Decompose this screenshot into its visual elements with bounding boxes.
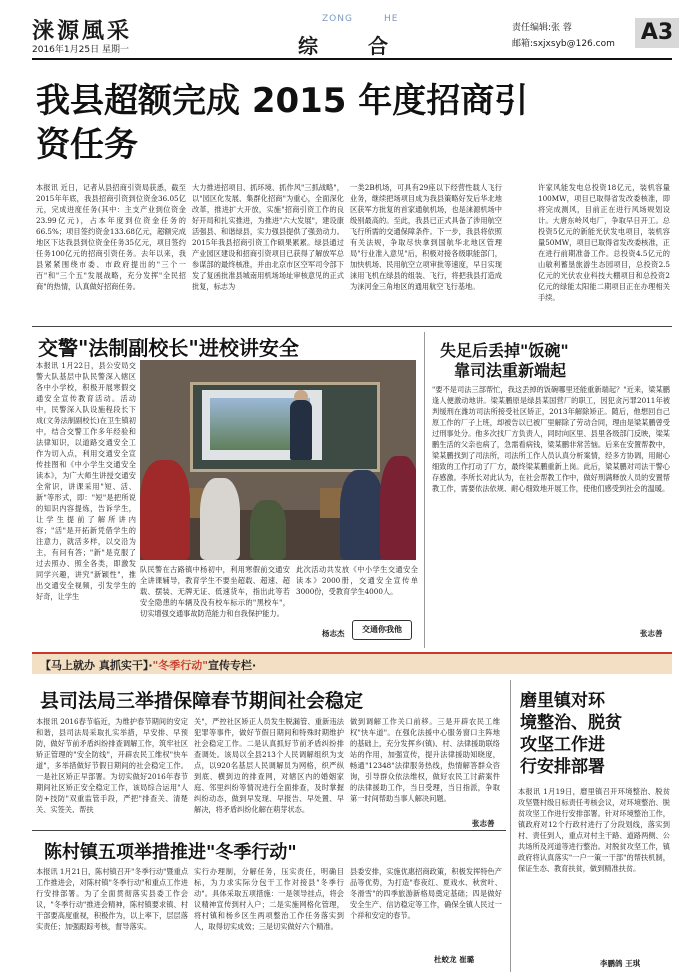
court-col-2: 关"，严控社区矫正人员发生脱漏管、重新违法犯罪等事件，做好节假日期间和特殊时期维护社会稳定工作。二是认真抓好节前矛盾纠纷排查调处。该局以全县213个人民调解组织为支点，以920名基层人民调解员为网格，织严纵到底、横到边的排查网，对辖区内的婚姻家庭、邻里纠纷等情况进行全面排查，及时掌握纠纷动态，做到早发现、早报告、早处置、早解决，将矛盾纠纷化解在萌芽状态。 — [194, 717, 344, 814]
newspaper-brand: 涞源風采 — [32, 18, 133, 44]
campaign-topic: "冬季行动" — [152, 659, 208, 672]
police-col-1: 本报讯 1月22日，县公安局交警大队基层中队民警深入辖区各中小学校，积极开展寒假交通安全宣传教育活动。活动中，民警深入队设施程段长下成(文务法制副校长)在卫生镇初中，结合交警工作多年经验和法律知识，以道路交通安全工作为切入点，利用交通安全宣传挂图和《中小学生交通安全读本》，为广大师生讲授交通安全常识，讲课采用"短、活、新"等形式，即："短"是把所说的知识内容提炼，告诉学生，让学生提前了解所讲内容；"活"是开拓新凭借学生的注意力，就活多样，以交沿为主，有问有答；"新"是克服了过去照办、照全各类，即激发同学兴趣，讲究"新颖性"，推出交通安全视频，引发学生的好奇，让学生 — [36, 361, 136, 601]
student-figure — [200, 478, 240, 560]
classroom-photo — [140, 360, 416, 560]
campaign-banner — [32, 652, 672, 674]
page-number-badge: A3 — [635, 18, 679, 48]
lead-col-4: 许家风能发电总投资18亿元，装机容量100MW，项目已取得省发改委核准，即将完成测风，目前正在进行风场规划设计。大唐东岭风电厂，争取早日开工。总投资5亿元的新能光伏发电项目，装机容量50MW，项目已取得省发改委核准，正在进行前期准备工作。总投资4.5亿元的山敏利蓄垦旅游生态园项目，总投资2.5亿元的光伏农业科技大棚项目和总投资2亿元的绿能太阳能二期项目正在办理相关手续。 — [538, 183, 670, 302]
rice-headline-line1: 失足后丢掉"饭碗" — [440, 341, 569, 360]
column-divider — [510, 680, 511, 972]
lead-col-2: 大力推进招项目、抓环境、抓作风"三抓战略"，以"园区化发展、集群化招商"为重心，全面深化改革，推进扩大开放，实施"招商引资工作的良好开局和扎实推进，为推进"六大发展"，建设康活强县、和谐绿县，实力强县提供了强劲动力。2015年我县招商引资工作硕果累累。绿县通过产业园区建设和招商引资项目已获得了解放军总参谋部的最终核准，并由北京市区空军司令部下发了复函批准县城南用机场场址审核意见的正式批复，标志为 — [192, 183, 344, 291]
villages-col-3: 县委安排，实施优惠招商政策，积极发挥特色产品等优势，为打造"春夜红、夏戏水、秋赏叶、冬滑雪"的四季旅游新格局奠定基础；四是做好安全生产、信访稳定等工作，确保全镇人民过一个祥和安定的春节。 — [350, 867, 502, 920]
villages-col-1: 本报讯 1月21日，陈村镇召开"冬季行动"暨重点工作推进会，对陈村镇"冬季行动"和重点工作进行安排部署。为了全面贯彻落实县委工作会议，"冬季行动"推进会精神，陈村镇要求镇、村干部要高度重视，积极作为，以上率下，层层落实责任；加强跟踪考核，督导落实。 — [36, 867, 188, 931]
moli-headline-line3: 攻坚工作进 — [520, 735, 605, 755]
rice-headline-line2: 靠司法重新端起 — [454, 361, 567, 380]
moli-author: 李鹏鸽 王琪 — [600, 959, 641, 968]
section-name-right: 合 — [368, 34, 388, 58]
editor-credit: 责任编辑:张 蓉 — [512, 23, 572, 33]
campaign-banner-text — [40, 657, 256, 673]
traffic-stamp: 交通你我他 — [352, 620, 412, 640]
court-col-1: 本报讯 2016春节临近，为维护春节期间的安定和谐，县司法局采取扎实举措，早安排、早预防，做好节前矛盾纠纷排查调解工作，筑牢社区矫正管理的"安全防线"，开辟农民工维权"快车道"，多举措做好节假日期间的社会稳定工作。一是社区矫正早部署。为切实做好2016年春节期间社区矫正安全稳定工作，该局综合运用"人防+技防"双重监管手段，严把"排查关、清楚关、实签关、帮扶 — [36, 717, 188, 814]
student-figure — [380, 456, 416, 560]
court-author: 张志善 — [472, 819, 495, 828]
student-figure — [250, 500, 286, 560]
campaign-prefix: 【马上就办 真抓实干】· — [40, 659, 153, 672]
lead-bottom-rule — [32, 326, 672, 327]
lead-col-3: 一类2B机场，可具有29座以下经营性载人飞行业务，继续把场项目成为我县策略好发后华北地区获军方批复的首家通航机场，也是涞源机场中级别最高的。至此，我县已正式具备了涉用航空飞行所需的交通保障条件。下一步，我县将依照有关法规，争取尽快拿到国航华北地区管理局"行业准入意见"后，积极对接各级职能部门，加快机场、民用航空立项审批等速度，早日实现涞用飞机在绿县的组装、飞行，将把我县打造成为涞河金三角地区的通用航空飞行基地。 — [350, 183, 502, 291]
villages-col-2: 实行办理制，分解任务，压实责任，明确目标，为力求实际分包干工作对接县"冬季行动"。具体采取五项措施：一是领导挂点，将会议精神宣传到村入户；二是实施网格化管理，将村镇和杨乡区生两项整治工作任务落实到人，取得切实成效；三是切实做好六个精准。 — [194, 867, 344, 931]
campaign-suffix: 宣传专栏· — [207, 659, 257, 672]
editor-email: 邮箱:sxjxsyb@126.com — [512, 39, 615, 49]
court-headline: 县司法局三举措保障春节期间社会稳定 — [40, 690, 364, 712]
section-pinyin-left: ZONG — [322, 14, 353, 24]
rice-author: 张志善 — [640, 629, 663, 638]
column-divider — [424, 332, 425, 648]
police-author: 杨志杰 — [322, 629, 345, 638]
court-col-3: 做到调解工作关口前移。三是开辟农民工维权"快车道"。在强化法援中心服务窗口主阵地的基础上，充分发挥乡(镇)、村、法律援助联络站的作用，加强宣传，提升法律援助知晓度，畅通"12348"法律服务热线，热情解答群众咨询，引导群众依法维权，做好农民工讨薪案件的法律援助工作，当日受理，当日指派，争取第一时间帮助当事人解决问题。 — [350, 717, 500, 803]
moli-headline-line4: 行安排部署 — [520, 757, 605, 777]
student-figure — [340, 470, 384, 560]
section-name-left: 综 — [298, 34, 318, 58]
lead-headline-line1: 我县超额完成 2015 年度招商引 — [36, 81, 529, 121]
lead-col-1: 本报讯 近日，记者从县招商引资局获悉，截至2015年年底，我县招商引资到位资金36.05亿元，完成进度任务(其中：主支产业到位资金23.99亿元)，占本年度到位资金任务的66.5%；项目签约资金133.68亿元，超额完成地区下达我县到位资金任务35亿元，项目签约任务100亿元的招商引资任务。去年以来，我县紧紧围绕市委、市政府提出的"三个一百"和"三个五"发展战略，充分发挥"全民招商"的热情，认真做好招商任务。 — [36, 183, 186, 291]
officer-figure — [290, 400, 312, 460]
moli-body: 本报讯 1月19日，磨里镇召开环境整治、脱贫攻坚暨村级日标责任考核会议，对环境整治、脱贫攻坚工作进行安排部署。针对环境整治工作，镇政府对12个行政村进行了分段划线，落实到村、责任到人，重点对村主干路、道路两侧、公共场所及河道等进行整治。对脱贫攻坚工作，镇政府将认真落实"一户一策一干部"的帮扶机制，保证生态、教育扶贫，做到精准扶贫。 — [518, 787, 670, 873]
rice-body: "要不是司法三部帮忙，我这丢掉的饭碗哪里还能重新端起？"近来，梁某鹏逢人便激动地讲。梁某鹏原是绿县某国营厂的职工，因犯贪污罪2011年被判缓刑在潍坊司法所接受社区矫正，2013年解除矫正。随后，他想回自己原工作的厂子上班，却被告以已被厂里解除了劳动合同，理由是梁某鹏曾受过刑事处分。他多次找厂方负责人，同时向区里、县里各级部门反映，梁某鹏生活的父亲也病了，急需看病钱，梁某鹏非常苦恼。后来在安置帮教中，梁某鹏找到了司法所，司法所工作人员认真分析案情，经多方协调，用耐心细致的工作打动了厂方，最终梁某鹏重新上岗。此后，梁某鹏对司法干警心存感激。李所长对此认为，在社会帮教工作中，做好刑满释放人员的安置帮教工作，需要依法依规、耐心细致地开展工作，使他们感受到社会的温暖。 — [432, 385, 670, 493]
masthead-rule — [32, 58, 672, 60]
moli-headline-line1: 磨里镇对环 — [520, 691, 605, 711]
masthead — [32, 14, 672, 58]
lead-headline-line2: 资任务 — [36, 125, 138, 165]
police-headline: 交警"法制副校长"进校讲安全 — [38, 336, 299, 360]
court-bottom-rule — [32, 830, 506, 831]
moli-headline-line2: 境整治、脱贫 — [520, 713, 622, 733]
villages-author: 杜蛟龙 崔璐 — [434, 955, 475, 964]
section-pinyin-right: HE — [384, 14, 399, 24]
student-figure — [140, 460, 190, 560]
police-col-3: 此次活动共发放《中小学生交通安全读本》2000册，交通安全宣传单3000份，受教育学生4000人。 — [296, 565, 418, 596]
issue-date: 2016年1月25日 星期一 — [32, 45, 129, 55]
police-col-2: 队民警在古路镇中杨初中，利用寒假前交通安全讲课辅导，教育学生不要坐超载、超速、超载、摆装、无牌无证、低速货车，指出此等若安全隐患的车辆及没有校车标示的"黑校车"，切实增强交通事故防范能力和自我保护能力。 — [140, 565, 290, 618]
villages-headline: 陈村镇五项举措推进"冬季行动" — [44, 842, 297, 863]
